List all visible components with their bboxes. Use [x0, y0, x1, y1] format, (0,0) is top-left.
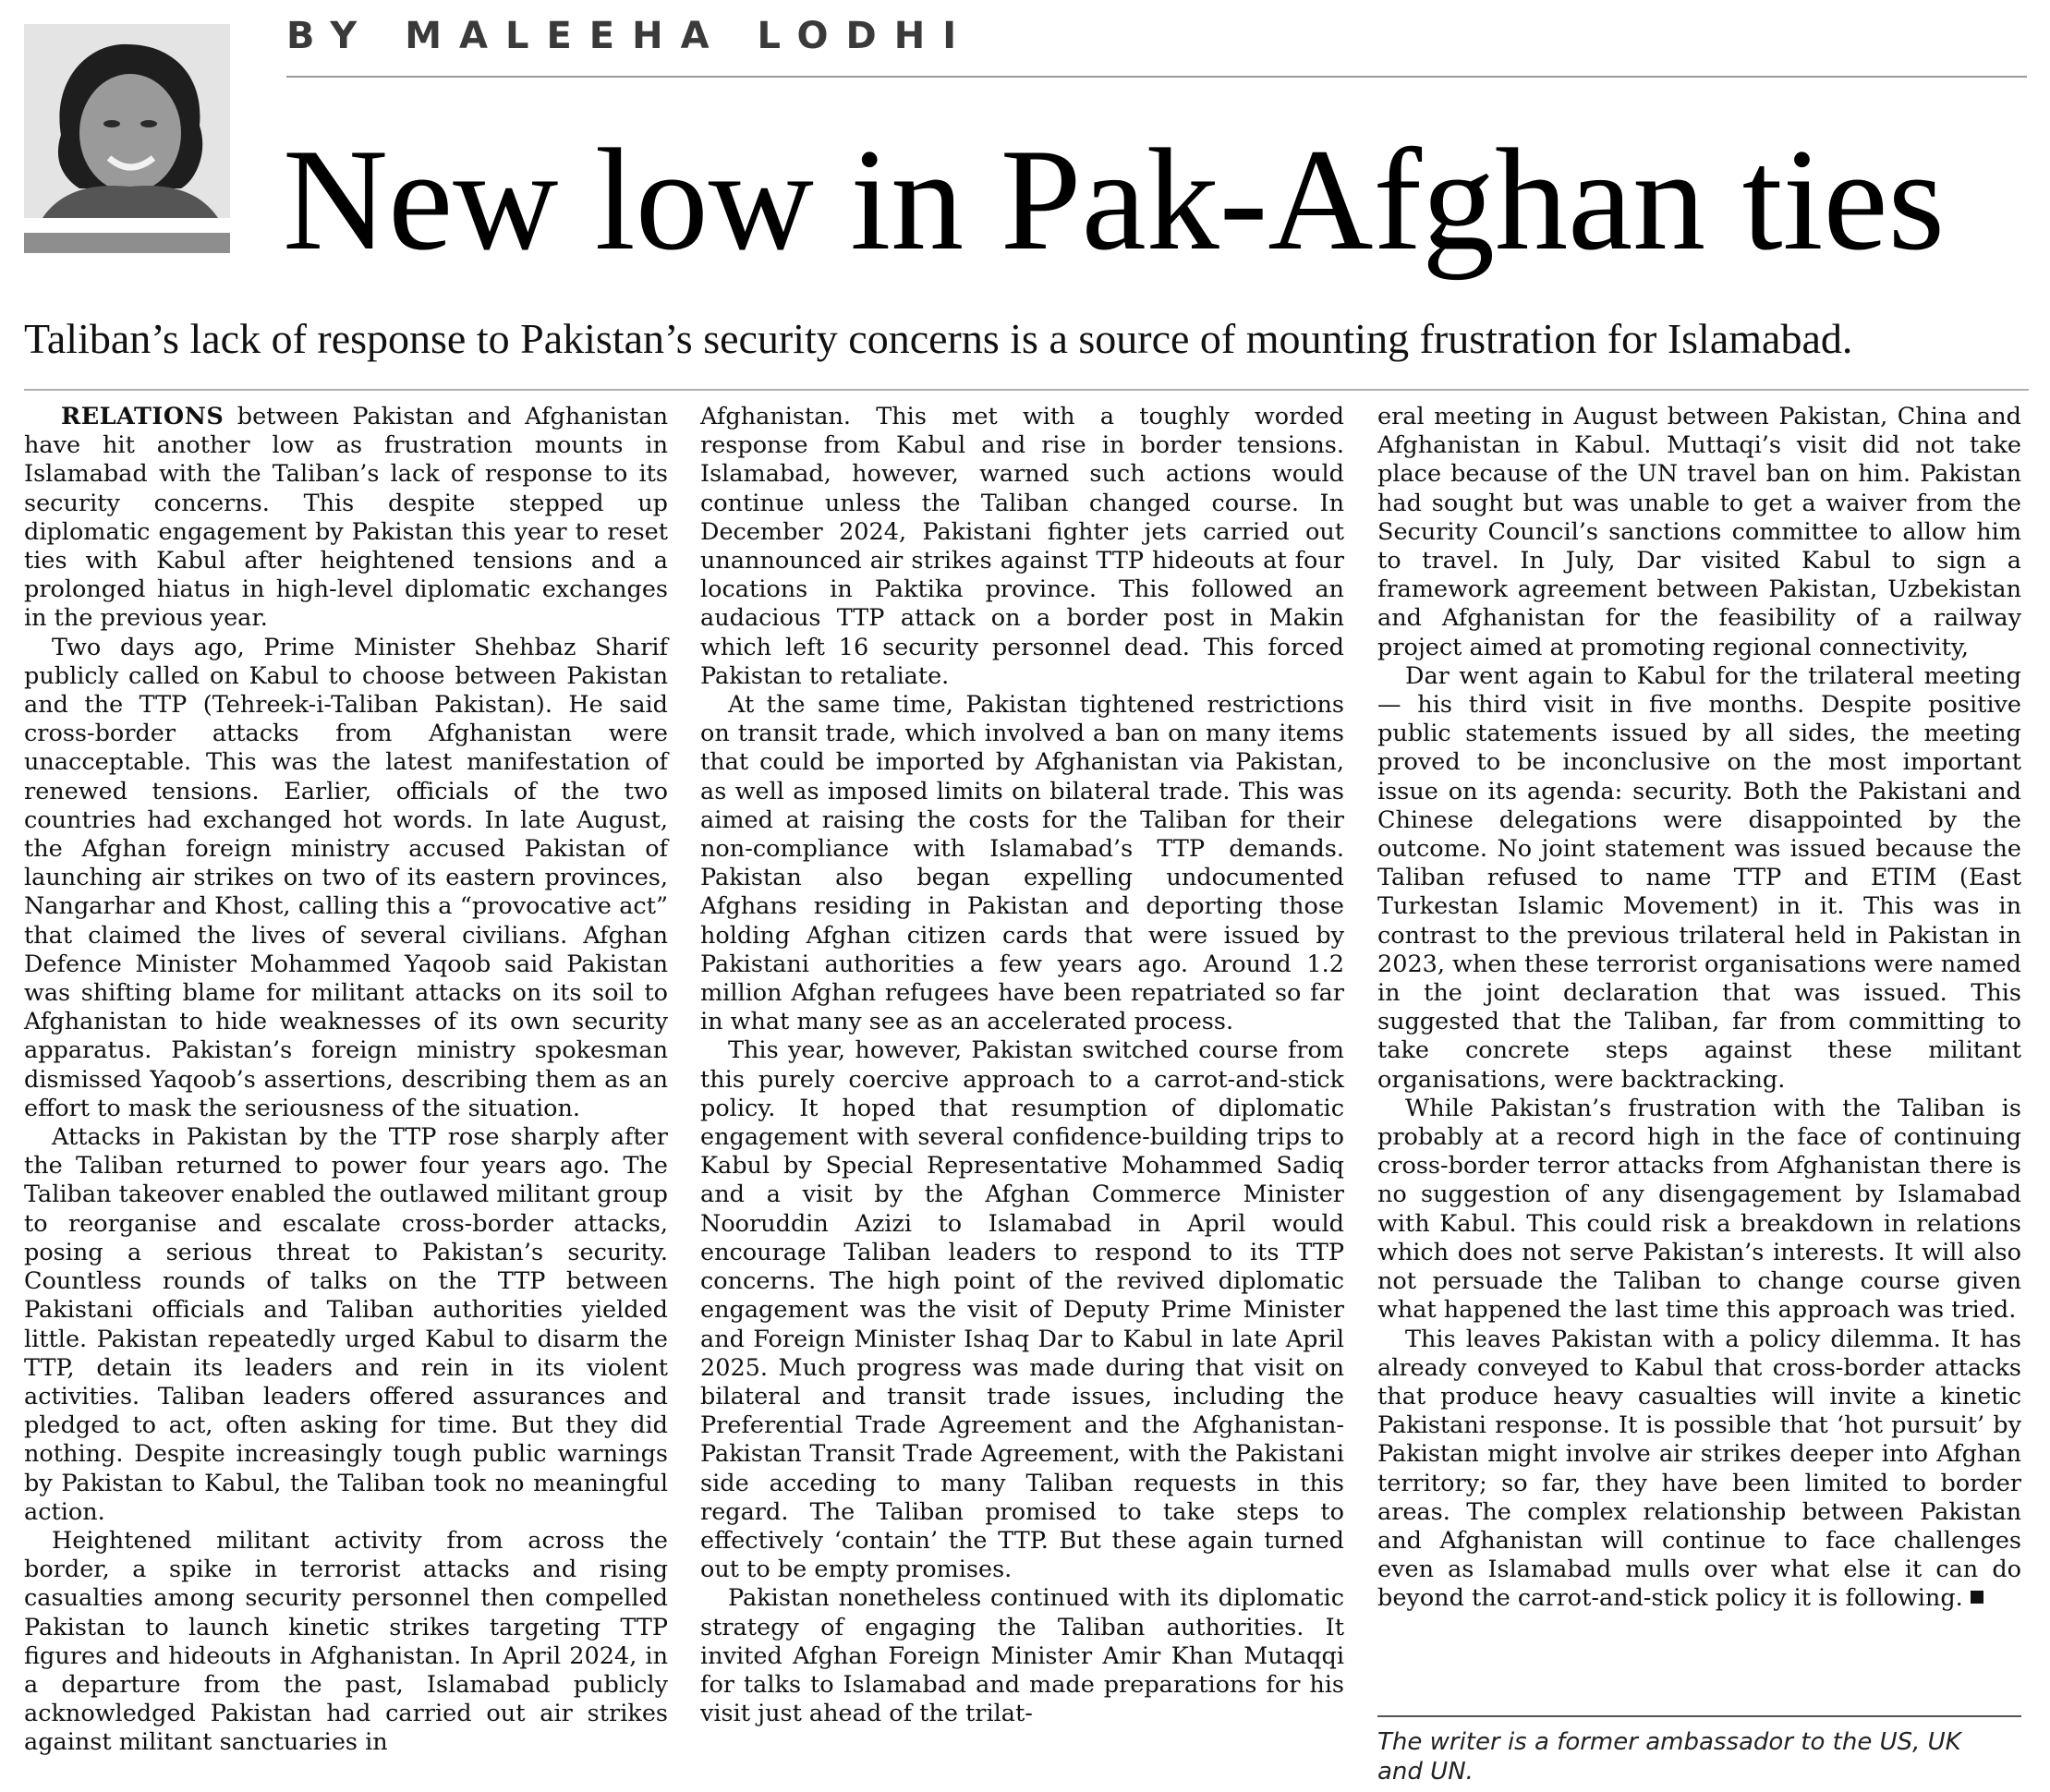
paragraph: eral meeting in August between Pakistan, China and Afghanistan in Kabul. Muttaqi’s visit did not take place because of the UN travel ban on him. Pakistan had sought but was unable to get a waiver from the Security Council’s sanctions committee to allow him to travel. In July, Dar visited Kabul to sign a framework agreement between Pakistan, Uzbekistan and Afghanistan for the feasibility of a railway project aimed at promoting regional connectivity,: [1377, 403, 2021, 661]
photo-bar: [24, 233, 230, 253]
author-photo: [24, 24, 230, 218]
column-3: [1377, 403, 2021, 1614]
paragraph: Afghanistan. This met with a toughly worded response from Kabul and rise in border tensions. Islamabad, however, warned such actions would continue unless the Taliban changed course. In December 2024, Pakistani fighter jets carried out unannounced air strikes against TTP hideouts at four locations in Paktika province. This followed an audacious TTP attack on a border post in Makin which left 16 security personnel dead. This forced Pakistan to retaliate.: [700, 403, 1344, 690]
paragraph: Dar went again to Kabul for the trilateral meeting — his third visit in five months. Despite positive public statements issued by all sides, the meeting proved to be inconclusive on the most important issue on its agenda: security. Both the Pakistani and Chinese delegations were disappointed by the outcome. No joint statement was issued because the Taliban refused to name TTP and ETIM (East Turkestan Islamic Movement) in it. This was in contrast to the previous trilateral held in Pakistan in 2023, when these terrorist organisations were named in the joint declaration that was issued. This suggested that the Taliban, far from committing to take concrete steps against these militant organisations, were backtracking.: [1377, 661, 2021, 1094]
paragraph-text: This leaves Pakistan with a policy dilemma. It has already conveyed to Kabul that cross-border attacks that produce heavy casualties will invite a kinetic Pakistani response. It is possible that ‘hot pursuit’ by Pakistan might involve air strikes deeper into Afghan territory; so far, they have been limited to border areas. The complex relationship between Pakistan and Afghanistan will continue to face challenges even as Islamabad mulls over what else it can do beyond the carrot-and-stick policy it is following.: [1377, 1325, 2021, 1613]
paragraph: Heightened militant activity from across the border, a spike in terrorist attacks and rising casualties among security personnel then compelled Pakistan to launch kinetic strikes targeting TTP figures and hideouts in Afghanistan. In April 2024, in a departure from the past, Islamabad publicly acknowledged Pakistan had carried out air strikes against militant sanctuaries in: [24, 1526, 668, 1757]
deck: Taliban’s lack of response to Pakistan’s security concerns is a source of mounting frustration for Islamabad.: [24, 315, 1853, 362]
paragraph: While Pakistan’s frustration with the Taliban is probably at a record high in the face of continuing cross-border terror attacks from Afghanistan there is no suggestion of any disengagement by Islamabad with Kabul. This could risk a breakdown in relations which does not serve Pakistan’s interests. It will also not persuade the Taliban to change course given what happened the last time this approach was tried.: [1377, 1094, 2021, 1325]
paragraph: [1377, 1326, 2021, 1614]
author-portrait-icon: [24, 24, 230, 218]
paragraph: This year, however, Pakistan switched course from this purely coercive approach to a carrot-and-stick policy. It hoped that resumption of diplomatic engagement with several confidence-building trips to Kabul by Special Representative Mohammed Sadiq and a visit by the Afghan Commerce Minister Nooruddin Azizi to Islamabad in April would encourage Taliban leaders to respond to its TTP concerns. The high point of the revived diplomatic engagement was the visit of Deputy Prime Minister and Foreign Minister Ishaq Dar to Kabul in late April 2025. Much progress was made during that visit on bilateral and transit trade issues, including the Preferential Trade Agreement and the Afghanistan-Pakistan Transit Trade Agreement, with the Pakistani side acceding to many Taliban requests in this regard. The Taliban promised to take steps to effectively ‘contain’ the TTP. But these again turned out to be empty promises.: [700, 1036, 1344, 1584]
paragraph: [24, 403, 668, 634]
paragraph: Attacks in Pakistan by the TTP rose sharply after the Taliban returned to power four years ago. The Taliban takeover enabled the outlawed militant group to reorganise and escalate cross-border attacks, posing a serious threat to Pakistan’s security. Countless rounds of talks on the TTP between Pakistani officials and Taliban authorities yielded little. Pakistan repeatedly urged Kabul to disarm the TTP, detain its leaders and rein in its violent activities. Taliban leaders offered assurances and pledged to act, often asking for time. But they did nothing. Despite increasingly tough public warnings by Pakistan to Kabul, the Taliban took no meaningful action.: [24, 1123, 668, 1526]
lead-word: RELATIONS: [61, 403, 224, 430]
deck-rule: [24, 389, 2029, 391]
byline: BY MALEEHA LODHI: [286, 15, 975, 57]
end-mark-icon: [1971, 1591, 1983, 1604]
top-rule: [286, 76, 2027, 78]
paragraph: At the same time, Pakistan tightened restrictions on transit trade, which involved a ban on many items that could be imported by Afghanistan via Pakistan, as well as imposed limits on bilateral trade. This was aimed at raising the costs for the Taliban for their non-compliance with Islamabad’s TTP demands. Pakistan also began expelling undocumented Afghans residing in Pakistan and deporting those holding Afghan citizen cards that were issued by Pakistani authorities a few years ago. Around 1.2 million Afghan refugees have been repatriated so far in what many see as an accelerated process.: [700, 691, 1344, 1036]
headline: New low in Pak-Afghan ties: [283, 119, 1946, 281]
paragraph: Pakistan nonetheless continued with its diplomatic strategy of engaging the Taliban authorities. It invited Afghan Foreign Minister Amir Khan Mutaqqi for talks to Islamabad and made preparations for his visit just ahead of the trilat-: [700, 1584, 1344, 1728]
footer-rule: [1377, 1715, 2021, 1717]
column-2: [700, 403, 1344, 1728]
column-1: [24, 403, 668, 1758]
paragraph: Two days ago, Prime Minister Shehbaz Sharif publicly called on Kabul to choose between Pakistan and the TTP (Tehreek-i-Taliban Pakistan). He said cross-border attacks from Afghanistan were unacceptable. This was the latest manifestation of renewed tensions. Earlier, officials of the two countries had exchanged hot words. In late August, the Afghan foreign ministry accused Pakistan of launching air strikes on two of its eastern provinces, Nangarhar and Khost, calling this a “provocative act” that claimed the lives of several civilians. Afghan Defence Minister Mohammed Yaqoob said Pakistan was shifting blame for militant attacks on its soil to Afghanistan to hide weaknesses of its own security apparatus. Pakistan’s foreign ministry spokesman dismissed Yaqoob’s assertions, describing them as an effort to mask the seriousness of the situation.: [24, 633, 668, 1122]
author-note: The writer is a former ambassador to the US, UK and UN.: [1377, 1728, 1961, 1786]
paragraph-text: between Pakistan and Afghanistan have hit another low as frustration mounts in Islamabad with the Taliban’s lack of response to its security concerns. This despite stepped up diplomatic engagement by Pakistan this year to reset ties with Kabul after heightened tensions and a prolonged hiatus in high-level diplomatic exchanges in the previous year.: [24, 403, 668, 633]
